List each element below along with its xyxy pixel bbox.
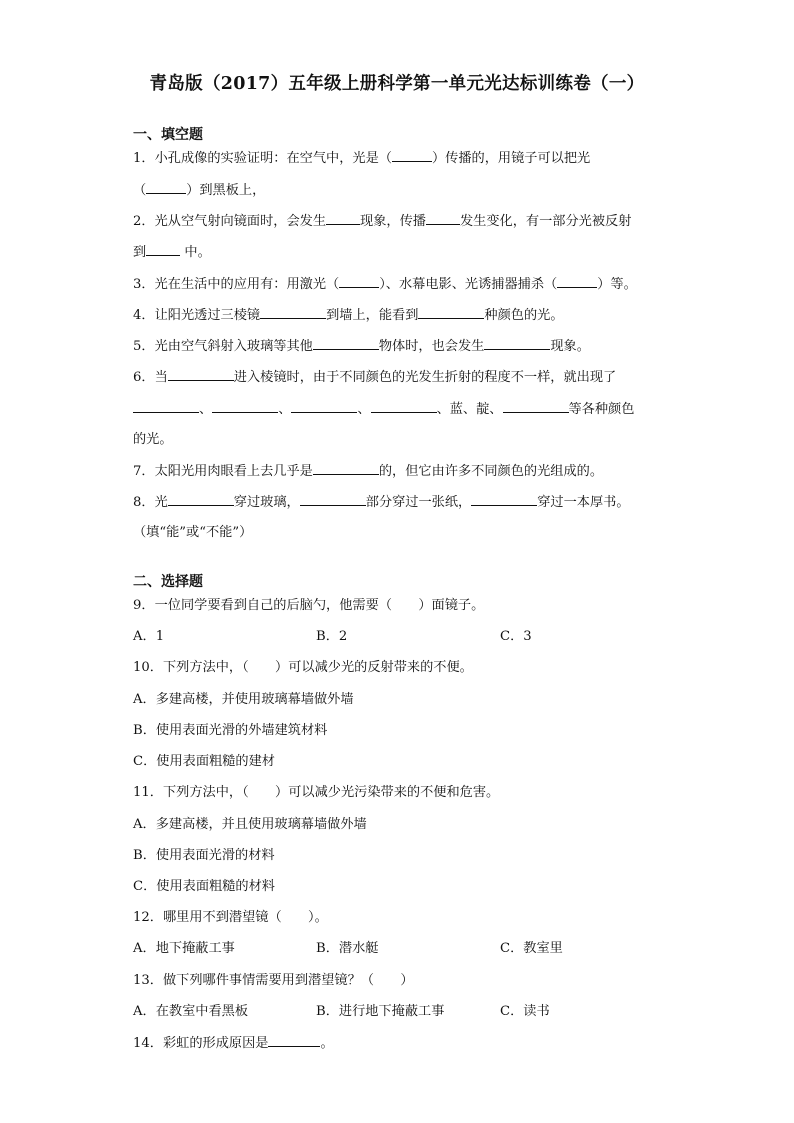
option-a[interactable]: A．多建高楼，并且使用玻璃幕墙做外墙 — [133, 817, 367, 832]
question-10: 10．下列方法中，（ ）可以减少光的反射带来的不便。 — [133, 660, 473, 675]
option-b[interactable]: B．使用表面光滑的材料 — [133, 848, 275, 863]
question-8: 8．光 穿过玻璃， 部分穿过一张纸， 穿过一本厚书。 — [133, 495, 630, 510]
blank[interactable] — [471, 493, 537, 506]
blank[interactable] — [371, 400, 437, 413]
question-6-end: 的光。 — [133, 432, 173, 447]
blank[interactable] — [418, 306, 484, 319]
option-a[interactable]: A．多建高楼，并使用玻璃幕墙做外墙 — [133, 692, 354, 707]
blank[interactable] — [313, 337, 379, 350]
blank[interactable] — [392, 149, 432, 162]
option-b[interactable]: B．潜水艇 — [316, 941, 379, 956]
option-c[interactable]: C．3 — [500, 629, 532, 644]
question-11: 11．下列方法中，（ ）可以减少光污染带来的不便和危害。 — [133, 785, 500, 800]
option-c[interactable]: C．读书 — [500, 1004, 550, 1019]
blank[interactable] — [260, 306, 326, 319]
option-a[interactable]: A．1 — [133, 629, 165, 644]
page-title: 青岛版（2017）五年级上册科学第一单元光达标训练卷（一） — [149, 74, 645, 94]
option-a[interactable]: A．地下掩蔽工事 — [133, 941, 235, 956]
question-8-note: （填“能”或“不能”） — [133, 525, 253, 540]
blank[interactable] — [133, 400, 199, 413]
question-1-cont: （ ）到黑板上， — [133, 183, 266, 198]
blank[interactable] — [291, 400, 357, 413]
question-14: 14．彩虹的形成原因是 。 — [133, 1036, 334, 1051]
option-a[interactable]: A．在教室中看黑板 — [133, 1004, 249, 1019]
blank[interactable] — [426, 212, 460, 225]
section-heading-multiple-choice: 二、选择题 — [133, 574, 203, 590]
section-heading-fill-blank: 一、填空题 — [133, 127, 203, 143]
blank[interactable] — [146, 243, 180, 256]
question-3: 3．光在生活中的应用有：用激光（ ）、水幕电影、光诱捕器捕杀（ ）等。 — [133, 277, 637, 292]
blank[interactable] — [168, 493, 234, 506]
option-c[interactable]: C．教室里 — [500, 941, 563, 956]
option-c[interactable]: C．使用表面粗糙的建材 — [133, 754, 275, 769]
blank[interactable] — [339, 275, 379, 288]
question-1: 1．小孔成像的实验证明：在空气中，光是（ ）传播的，用镜子可以把光 — [133, 151, 591, 166]
blank[interactable] — [268, 1034, 320, 1047]
blank[interactable] — [484, 337, 550, 350]
option-b[interactable]: B．2 — [316, 629, 348, 644]
question-4: 4．让阳光透过三棱镜 到墙上，能看到 种颜色的光。 — [133, 308, 564, 323]
blank[interactable] — [313, 462, 379, 475]
option-c[interactable]: C．使用表面粗糙的材料 — [133, 879, 275, 894]
option-b[interactable]: B．进行地下掩蔽工事 — [316, 1004, 445, 1019]
question-7: 7．太阳光用肉眼看上去几乎是 的，但它由许多不同颜色的光组成的。 — [133, 464, 604, 479]
question-2-cont: 到 中。 — [133, 245, 211, 260]
question-2: 2．光从空气射向镜面时，会发生 现象，传播 发生变化，有一部分光被反射 — [133, 214, 632, 229]
blank[interactable] — [168, 368, 234, 381]
question-12: 12．哪里用不到潜望镜（ ）。 — [133, 910, 328, 925]
option-b[interactable]: B．使用表面光滑的外墙建筑材料 — [133, 723, 328, 738]
blank[interactable] — [557, 275, 597, 288]
blank[interactable] — [503, 400, 569, 413]
question-13: 13．做下列哪件事情需要用到潜望镜？（ ） — [133, 973, 414, 988]
blank[interactable] — [212, 400, 278, 413]
question-9: 9．一位同学要看到自己的后脑勺，他需要（ ）面镜子。 — [133, 598, 485, 613]
question-6-cont: 、 、 、 、蓝、靛、 等各种颜色 — [133, 400, 634, 419]
blank[interactable] — [300, 493, 366, 506]
blank[interactable] — [326, 212, 360, 225]
question-5: 5．光由空气斜射入玻璃等其他 物体时，也会发生 现象。 — [133, 339, 590, 354]
question-6: 6．当 进入棱镜时，由于不同颜色的光发生折射的程度不一样，就出现了 — [133, 370, 617, 385]
blank[interactable] — [146, 181, 186, 194]
